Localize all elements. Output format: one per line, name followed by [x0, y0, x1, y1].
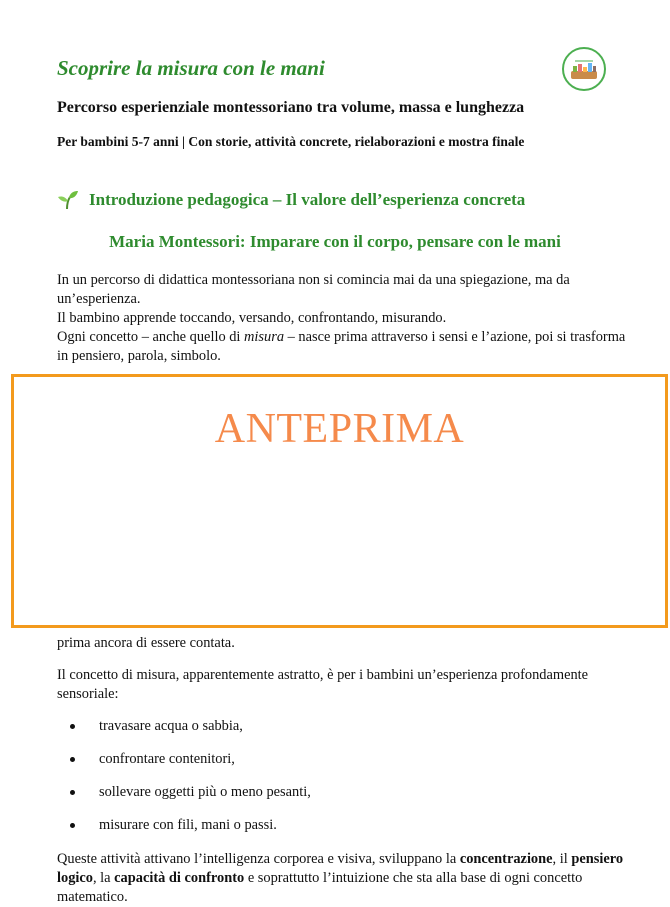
sprout-icon: [57, 190, 79, 210]
section-heading-text: Introduzione pedagogica – Il valore dell’esperienza concreta: [89, 190, 526, 209]
bullet-icon: [70, 823, 75, 828]
intro-paragraph: [57, 271, 627, 366]
logo: [562, 47, 606, 91]
bullet-icon: [70, 790, 75, 795]
preview-label: ANTEPRIMA: [214, 406, 465, 452]
section-heading: [57, 190, 525, 210]
list-item: misurare con fili, mani o passi.: [57, 816, 617, 849]
logo-illustration-icon: [567, 52, 601, 86]
measure-paragraph: Il concetto di misura, apparentemente astratto, è per i bambini un’esperienza profondamente sensoriale:: [57, 667, 589, 702]
closing-paragraph: Queste attività attivano l’intelligenza corporea e visiva, sviluppano la concentrazione, il pensiero logico, la capacità di confronto e soprattutto l’intuizione che sta alla base di ogni concetto matematico.: [57, 851, 624, 905]
intro-line: In un percorso di didattica montessoriana non si comincia mai da una spiegazione, ma da un’esperienza.: [57, 272, 570, 307]
intro-line: Il bambino apprende toccando, versando, confrontando, misurando.: [57, 310, 447, 326]
bullet-icon: [70, 757, 75, 762]
list-item: sollevare oggetti più o meno pesanti,: [57, 783, 617, 816]
sub-heading: Maria Montessori: Imparare con il corpo, pensare con le mani: [109, 232, 561, 251]
list-item: travasare acqua o sabbia,: [57, 717, 617, 750]
document-subtitle: Percorso esperienziale montessoriano tra volume, massa e lunghezza: [57, 99, 525, 116]
partial-line: prima ancora di essere contata.: [57, 635, 235, 651]
preview-overlay: [11, 374, 668, 628]
bullet-icon: [70, 724, 75, 729]
audience-line: Per bambini 5-7 anni | Con storie, attività concrete, rielaborazioni e mostra finale: [57, 134, 525, 149]
activity-list: [57, 717, 617, 849]
intro-line: Ogni concetto – anche quello di misura – nasce prima attraverso i sensi e l’azione, poi si trasforma in pensiero, parola, simbolo.: [57, 329, 626, 364]
list-item: confrontare contenitori,: [57, 750, 617, 783]
document-title: Scoprire la misura con le mani: [57, 56, 325, 80]
